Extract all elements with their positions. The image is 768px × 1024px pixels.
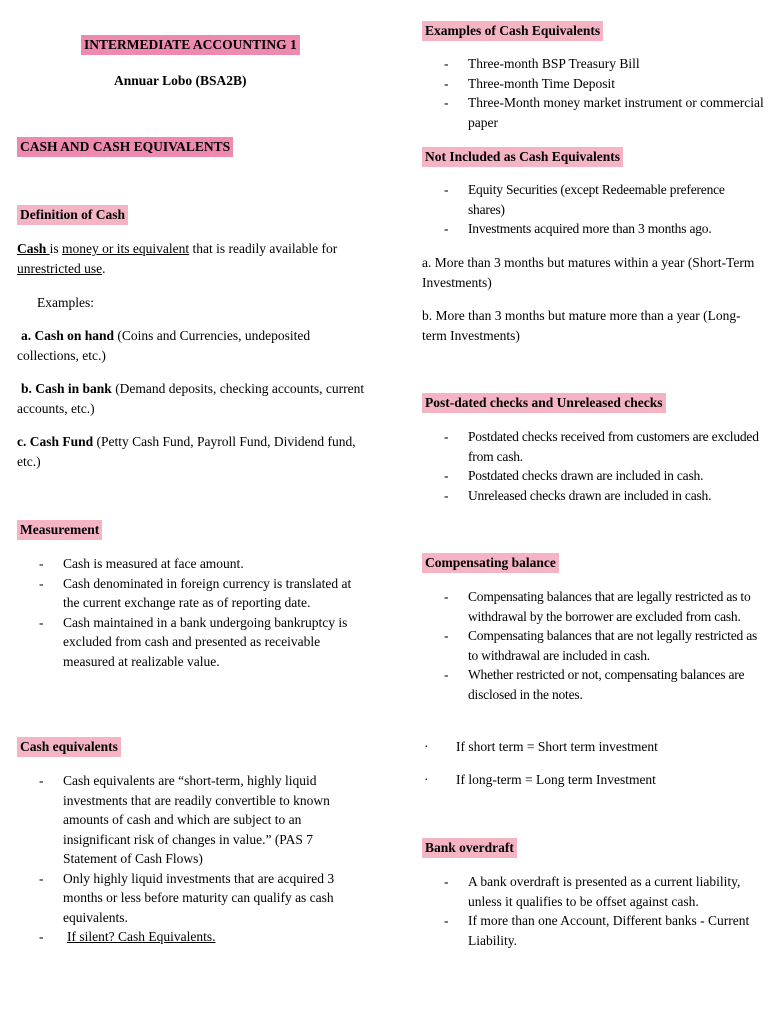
cash-equivalents-heading: Cash equivalents bbox=[17, 737, 121, 757]
list-item: - Investments acquired more than 3 months ago. bbox=[444, 221, 712, 236]
measurement-heading-wrap bbox=[17, 520, 367, 540]
measurement-heading: Measurement bbox=[17, 520, 102, 540]
list-item: - Unreleased checks drawn are included in cash. bbox=[444, 487, 712, 503]
not-included-list bbox=[422, 180, 764, 239]
cash-term: Cash bbox=[17, 241, 50, 256]
definition-text: Cash is money or its equivalent that is readily available for unrestricted use. bbox=[17, 241, 338, 276]
doc-title: INTERMEDIATE ACCOUNTING 1 bbox=[81, 35, 300, 55]
list-item: - Compensating balances that are legally restricted as to withdrawal by the borrower are excluded from cash. bbox=[444, 589, 751, 624]
money-phrase: money or its equivalent bbox=[62, 241, 190, 256]
bullet-icon: · bbox=[424, 739, 429, 754]
list-item: - Postdated checks drawn are included in cash. bbox=[444, 468, 704, 483]
measurement-list bbox=[17, 554, 367, 671]
postdated-list bbox=[422, 427, 764, 505]
example-c: c. Cash Fund (Petty Cash Fund, Payroll Fund, Dividend fund, etc.) bbox=[17, 434, 356, 469]
list-item: - If silent? Cash Equivalents. bbox=[39, 929, 216, 944]
list-item: - Cash maintained in a bank undergoing bankruptcy is excluded from cash and presented as receivable measured at realizable value. bbox=[39, 614, 348, 669]
cash-equivalents-list bbox=[17, 771, 367, 947]
unrestricted-phrase: unrestricted use bbox=[17, 260, 103, 276]
compensating-heading: Compensating balance bbox=[422, 553, 559, 573]
doc-title-wrap bbox=[81, 35, 367, 55]
list-item: - Only highly liquid investments that are acquired 3 months or less before maturity can qualify as cash equivalents. bbox=[39, 870, 335, 925]
examples-heading-wrap bbox=[422, 21, 764, 41]
not-included-heading: Not Included as Cash Equivalents bbox=[422, 147, 623, 167]
list-item: - Three-month BSP Treasury Bill bbox=[444, 56, 640, 71]
postdated-heading: Post-dated checks and Unreleased checks bbox=[422, 393, 666, 413]
cash-equivalents-heading-wrap bbox=[17, 737, 367, 757]
overdraft-heading: Bank overdraft bbox=[422, 838, 517, 858]
short-term-line: · If short term = Short term investment bbox=[422, 737, 764, 757]
list-item: - Compensating balances that are not legally restricted as to withdrawal are included in cash. bbox=[444, 628, 758, 663]
topic-wrap bbox=[17, 137, 367, 157]
definition-heading-wrap bbox=[17, 205, 367, 225]
list-item: - Whether restricted or not, compensating balances are disclosed in the notes. bbox=[444, 667, 745, 702]
list-item: - Three-month Time Deposit bbox=[444, 75, 615, 91]
list-item: - Three-Month money market instrument or commercial paper bbox=[444, 95, 764, 130]
overdraft-list bbox=[422, 872, 764, 950]
compensating-heading-wrap bbox=[422, 553, 764, 573]
example-a: a. Cash on hand (Coins and Currencies, undeposited collections, etc.) bbox=[17, 328, 311, 363]
list-item: - Cash is measured at face amount. bbox=[39, 556, 244, 571]
list-item: - Postdated checks received from customers are excluded from cash. bbox=[444, 429, 759, 464]
note-b: b. More than 3 months but mature more than a year (Long-term Investments) bbox=[422, 308, 741, 343]
definition-heading: Definition of Cash bbox=[17, 205, 128, 225]
examples-label: Examples: bbox=[37, 295, 94, 310]
compensating-list bbox=[422, 587, 764, 704]
list-item: - A bank overdraft is presented as a current liability, unless it qualifies to be offset against cash. bbox=[444, 874, 741, 909]
list-item: - Equity Securities (except Redeemable preference shares) bbox=[444, 182, 725, 217]
long-term-line: · If long-term = Long term Investment bbox=[422, 770, 764, 790]
examples-heading: Examples of Cash Equivalents bbox=[422, 21, 603, 41]
author: Annuar Lobo (BSA2B) bbox=[114, 73, 247, 88]
postdated-heading-wrap bbox=[422, 393, 764, 413]
examples-list bbox=[422, 54, 764, 132]
list-item: - Cash equivalents are “short-term, highly liquid investments that are readily convertible to known amounts of cash and which are subject to an insignificant risk of changes in value.” (PAS 7 Statement of Cash Flows) bbox=[39, 773, 330, 866]
note-a: a. More than 3 months but matures within a year (Short-Term Investments) bbox=[422, 255, 755, 290]
list-item: - Cash denominated in foreign currency is translated at the current exchange rate as of reporting date. bbox=[39, 575, 352, 610]
bullet-icon: · bbox=[424, 772, 429, 787]
list-item: - If more than one Account, Different banks - Current Liability. bbox=[444, 913, 750, 948]
example-b: b. Cash in bank (Demand deposits, checking accounts, current accounts, etc.) bbox=[17, 381, 365, 416]
not-included-heading-wrap bbox=[422, 147, 764, 167]
topic-heading: CASH AND CASH EQUIVALENTS bbox=[17, 137, 233, 157]
overdraft-heading-wrap bbox=[422, 838, 764, 858]
